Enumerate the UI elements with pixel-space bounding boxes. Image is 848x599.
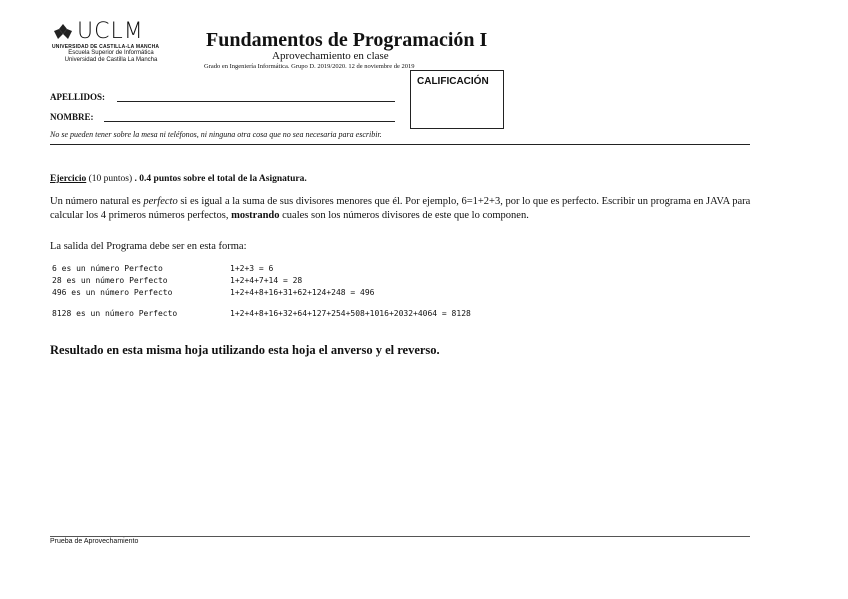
logo-university-name: UNIVERSIDAD DE CASTILLA-LA MANCHA <box>52 44 160 50</box>
exercise-title: Ejercicio <box>50 174 87 184</box>
logo-school: Escuela Superior de Informática <box>68 50 154 56</box>
logo-brand-text: UCLM <box>77 19 144 44</box>
statement-part-1: Un número natural es <box>50 196 144 207</box>
output-line-left: 8128 es un número Perfecto <box>52 309 178 318</box>
name-label: NOMBRE: <box>50 112 94 122</box>
uclm-logo <box>52 19 170 77</box>
exercise-heading <box>50 174 307 184</box>
page-footer: Prueba de Aprovechamiento <box>50 538 139 545</box>
output-line-right: 1+2+4+8+16+32+64+127+254+508+1016+2032+4064 = 8128 <box>230 309 471 318</box>
exercise-statement <box>50 195 752 223</box>
output-line-right: 1+2+4+8+16+31+62+124+248 = 496 <box>230 288 375 297</box>
surnames-label: APELLIDOS: <box>50 92 106 102</box>
output-intro: La salida del Programa debe ser en esta forma: <box>50 241 247 252</box>
exercise-points: (10 puntos) <box>88 174 133 184</box>
surnames-line <box>117 101 395 102</box>
statement-italic: perfecto <box>143 196 178 207</box>
exercise-weight: . 0.4 puntos sobre el total de la Asignatura. <box>134 174 307 184</box>
statement-part-2: si es igual a la suma de sus divisores menores que él. Por ejemplo, 6=1+2+3, por lo que es perfecto. Escribir un programa en JAVA para calcular los 4 primeros números perfectos, <box>50 196 751 221</box>
output-line-left: 496 es un número Perfecto <box>52 288 173 297</box>
document-title: Fundamentos de Programación I <box>206 29 488 51</box>
course-info: Grado en Ingeniería Informática. Grupo D. 2019/2020. 12 de noviembre de 2019 <box>204 63 415 70</box>
result-note: Resultado en esta misma hoja utilizando esta hoja el anverso y el reverso. <box>50 343 440 357</box>
name-line <box>104 121 395 122</box>
exam-notice: No se pueden tener sobre la mesa ni teléfonos, ni ninguna otra cosa que no sea necesaria para escribir. <box>50 130 382 139</box>
output-line-left: 6 es un número Perfecto <box>52 264 163 273</box>
uclm-emblem-icon <box>52 23 74 41</box>
document-subtitle: Aprovechamiento en clase <box>272 50 389 62</box>
statement-bold: mostrando <box>231 210 280 221</box>
logo-university-full: Universidad de Castilla La Mancha <box>64 57 158 63</box>
header-divider <box>50 144 750 145</box>
footer-divider <box>50 536 750 537</box>
output-line-right: 1+2+3 = 6 <box>230 264 274 273</box>
grade-label: CALIFICACIÓN <box>417 76 489 87</box>
statement-part-3: cuales son los números divisores de este que lo componen. <box>279 210 529 221</box>
grade-box <box>410 70 504 129</box>
output-line-right: 1+2+4+7+14 = 28 <box>230 276 303 285</box>
output-line-left: 28 es un número Perfecto <box>52 276 168 285</box>
